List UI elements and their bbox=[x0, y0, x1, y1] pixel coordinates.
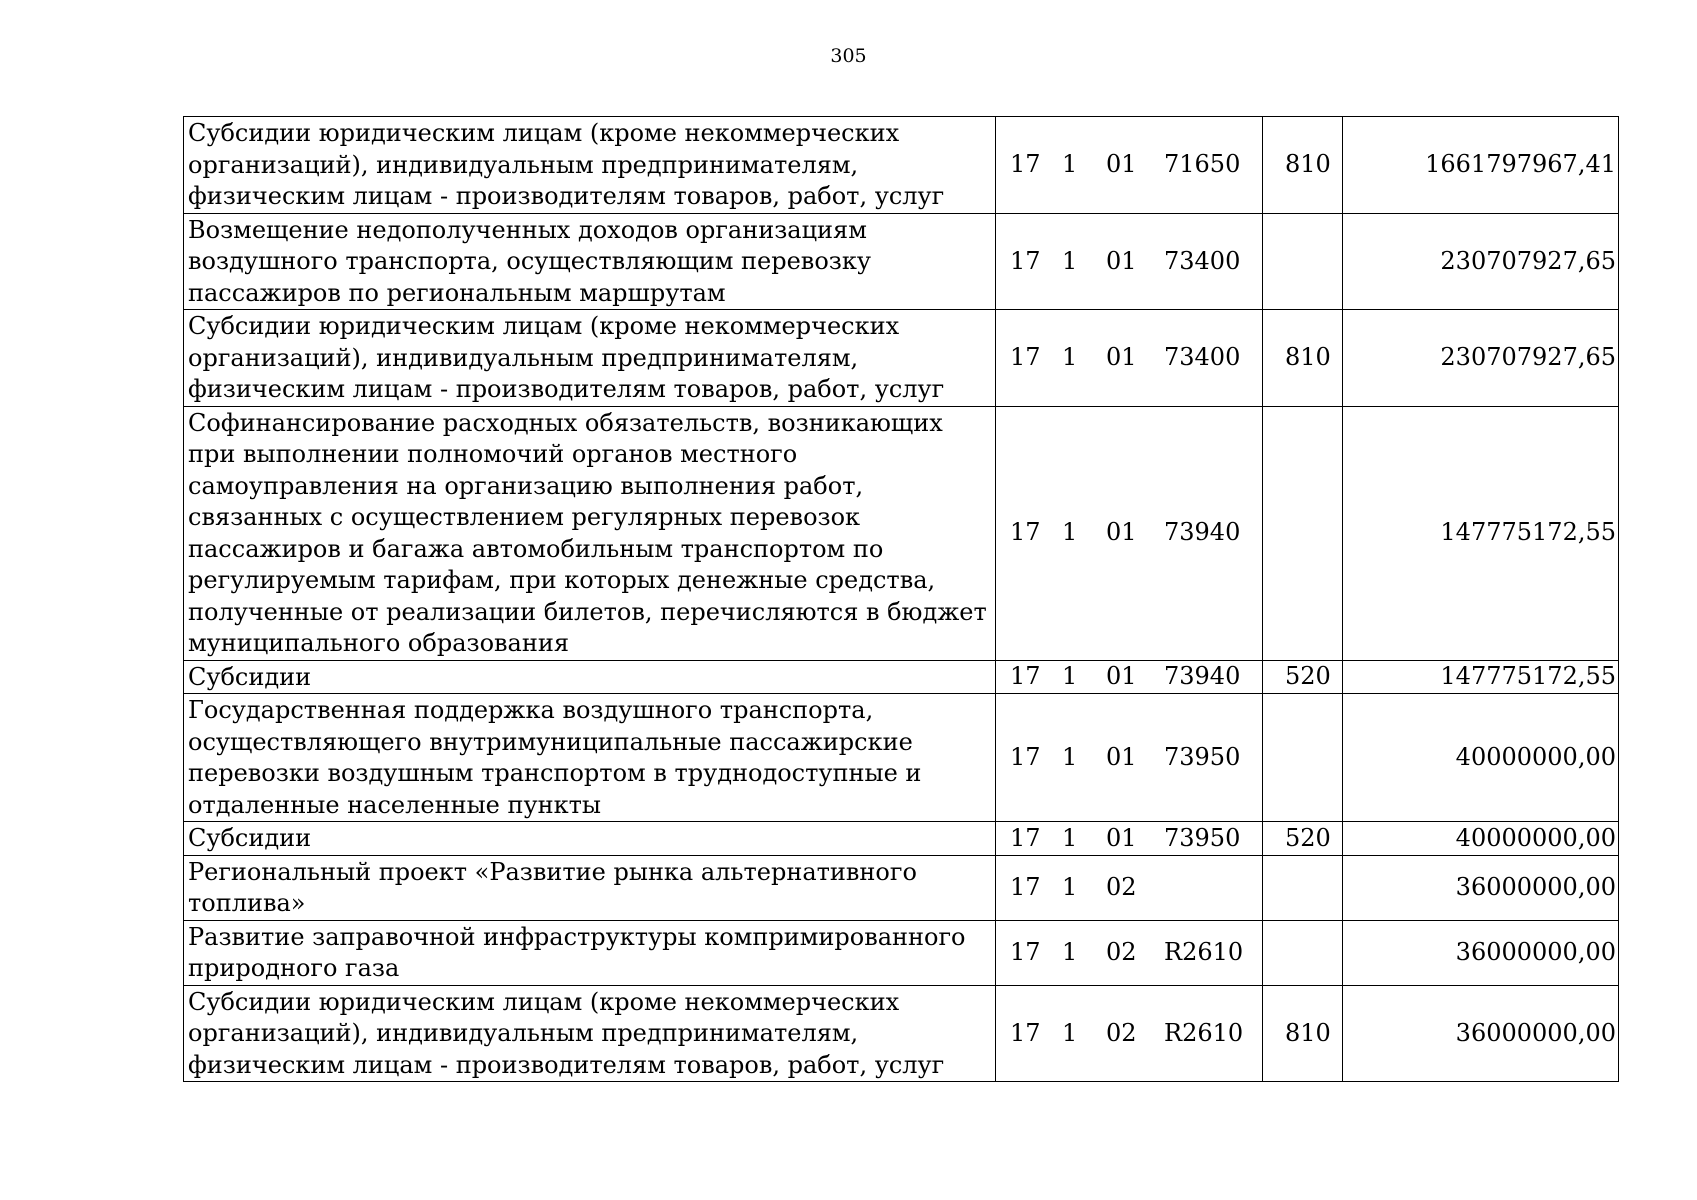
code-program: 17 bbox=[1010, 662, 1041, 690]
row-amount: 36000000,00 bbox=[1343, 985, 1619, 1082]
code-program: 17 bbox=[1010, 518, 1041, 547]
row-classification-codes bbox=[996, 822, 1263, 856]
code-program: 17 bbox=[1010, 1018, 1041, 1047]
budget-table bbox=[183, 116, 1619, 1082]
row-description: Развитие заправочной инфраструктуры компримированного природного газа bbox=[184, 920, 996, 985]
code-project: 02 bbox=[1106, 1018, 1137, 1047]
code-project: 01 bbox=[1106, 518, 1137, 547]
code-direction: R2610 bbox=[1164, 1018, 1244, 1047]
row-amount: 40000000,00 bbox=[1343, 694, 1619, 822]
row-classification-codes bbox=[996, 920, 1263, 985]
code-subprogram: 1 bbox=[1062, 518, 1078, 547]
table-row bbox=[184, 855, 1619, 920]
table-row bbox=[184, 920, 1619, 985]
table-row bbox=[184, 694, 1619, 822]
row-description: Субсидии юридическим лицам (кроме некоммерческих организаций), индивидуальным предпринимателям, физическим лицам - производителям товаров, работ, услуг bbox=[184, 310, 996, 407]
row-description: Региональный проект «Развитие рынка альтернативного топлива» bbox=[184, 855, 996, 920]
table-row bbox=[184, 117, 1619, 214]
row-expense-type bbox=[1263, 406, 1343, 660]
code-subprogram: 1 bbox=[1062, 343, 1078, 371]
row-description: Субсидии юридическим лицам (кроме некоммерческих организаций), индивидуальным предпринимателям, физическим лицам - производителям товаров, работ, услуг bbox=[184, 985, 996, 1082]
code-project: 01 bbox=[1106, 343, 1137, 371]
row-amount: 230707927,65 bbox=[1343, 310, 1619, 407]
code-direction: 73400 bbox=[1164, 343, 1241, 371]
row-classification-codes bbox=[996, 117, 1263, 214]
code-project: 01 bbox=[1106, 246, 1137, 275]
row-classification-codes bbox=[996, 213, 1263, 310]
row-amount: 230707927,65 bbox=[1343, 213, 1619, 310]
code-program: 17 bbox=[1010, 937, 1041, 966]
row-amount: 40000000,00 bbox=[1343, 822, 1619, 856]
code-subprogram: 1 bbox=[1062, 1018, 1078, 1047]
table-row bbox=[184, 310, 1619, 407]
code-program: 17 bbox=[1010, 742, 1041, 771]
code-direction: 73950 bbox=[1164, 742, 1241, 771]
code-subprogram: 1 bbox=[1062, 150, 1078, 178]
row-expense-type bbox=[1263, 920, 1343, 985]
table-row bbox=[184, 660, 1619, 694]
code-subprogram: 1 bbox=[1062, 872, 1078, 901]
row-expense-type bbox=[1263, 855, 1343, 920]
table-row bbox=[184, 822, 1619, 856]
code-direction: 71650 bbox=[1164, 150, 1241, 178]
code-project: 01 bbox=[1106, 742, 1137, 771]
code-direction: 73400 bbox=[1164, 246, 1241, 275]
code-project: 01 bbox=[1106, 823, 1137, 852]
row-classification-codes bbox=[996, 694, 1263, 822]
row-description: Возмещение недополученных доходов организациям воздушного транспорта, осуществляющим перевозку пассажиров по региональным маршрутам bbox=[184, 213, 996, 310]
row-amount: 147775172,55 bbox=[1343, 406, 1619, 660]
row-description: Субсидии bbox=[184, 822, 996, 856]
code-direction: 73940 bbox=[1164, 662, 1241, 690]
code-subprogram: 1 bbox=[1062, 742, 1078, 771]
code-subprogram: 1 bbox=[1062, 662, 1078, 690]
code-program: 17 bbox=[1010, 246, 1041, 275]
row-description: Субсидии юридическим лицам (кроме некоммерческих организаций), индивидуальным предпринимателям, физическим лицам - производителям товаров, работ, услуг bbox=[184, 117, 996, 214]
row-classification-codes bbox=[996, 985, 1263, 1082]
row-expense-type: 810 bbox=[1263, 985, 1343, 1082]
row-description: Государственная поддержка воздушного транспорта, осуществляющего внутримуниципальные пассажирские перевозки воздушным транспортом в труднодоступные и отдаленные населенные пункты bbox=[184, 694, 996, 822]
code-project: 02 bbox=[1106, 937, 1137, 966]
row-amount: 36000000,00 bbox=[1343, 855, 1619, 920]
page-number: 305 bbox=[830, 45, 867, 67]
row-expense-type bbox=[1263, 213, 1343, 310]
row-expense-type: 520 bbox=[1263, 660, 1343, 694]
row-expense-type: 520 bbox=[1263, 822, 1343, 856]
code-project: 01 bbox=[1106, 662, 1137, 690]
code-program: 17 bbox=[1010, 343, 1041, 371]
row-expense-type bbox=[1263, 694, 1343, 822]
code-direction: 73950 bbox=[1164, 823, 1241, 852]
code-project: 01 bbox=[1106, 150, 1137, 178]
row-description: Софинансирование расходных обязательств, возникающих при выполнении полномочий органов местного самоуправления на организацию выполнения работ, связанных с осуществлением регулярных перевозок пассажиров и багажа автомобильным транспортом по регулируемым тарифам, при которых денежные средства, полученные от реализации билетов, перечисляются в бюджет муниципального образования bbox=[184, 406, 996, 660]
row-amount: 147775172,55 bbox=[1343, 660, 1619, 694]
code-project: 02 bbox=[1106, 872, 1137, 901]
table-row bbox=[184, 406, 1619, 660]
row-classification-codes bbox=[996, 660, 1263, 694]
row-amount: 36000000,00 bbox=[1343, 920, 1619, 985]
row-amount: 1661797967,41 bbox=[1343, 117, 1619, 214]
row-expense-type: 810 bbox=[1263, 117, 1343, 214]
row-expense-type: 810 bbox=[1263, 310, 1343, 407]
code-program: 17 bbox=[1010, 823, 1041, 852]
code-program: 17 bbox=[1010, 872, 1041, 901]
row-classification-codes bbox=[996, 855, 1263, 920]
code-direction: 73940 bbox=[1164, 518, 1241, 547]
code-subprogram: 1 bbox=[1062, 823, 1078, 852]
table-row bbox=[184, 985, 1619, 1082]
code-subprogram: 1 bbox=[1062, 246, 1078, 275]
code-direction: R2610 bbox=[1164, 937, 1244, 966]
row-classification-codes bbox=[996, 406, 1263, 660]
row-description: Субсидии bbox=[184, 660, 996, 694]
table-row bbox=[184, 213, 1619, 310]
row-classification-codes bbox=[996, 310, 1263, 407]
code-program: 17 bbox=[1010, 150, 1041, 178]
code-subprogram: 1 bbox=[1062, 937, 1078, 966]
